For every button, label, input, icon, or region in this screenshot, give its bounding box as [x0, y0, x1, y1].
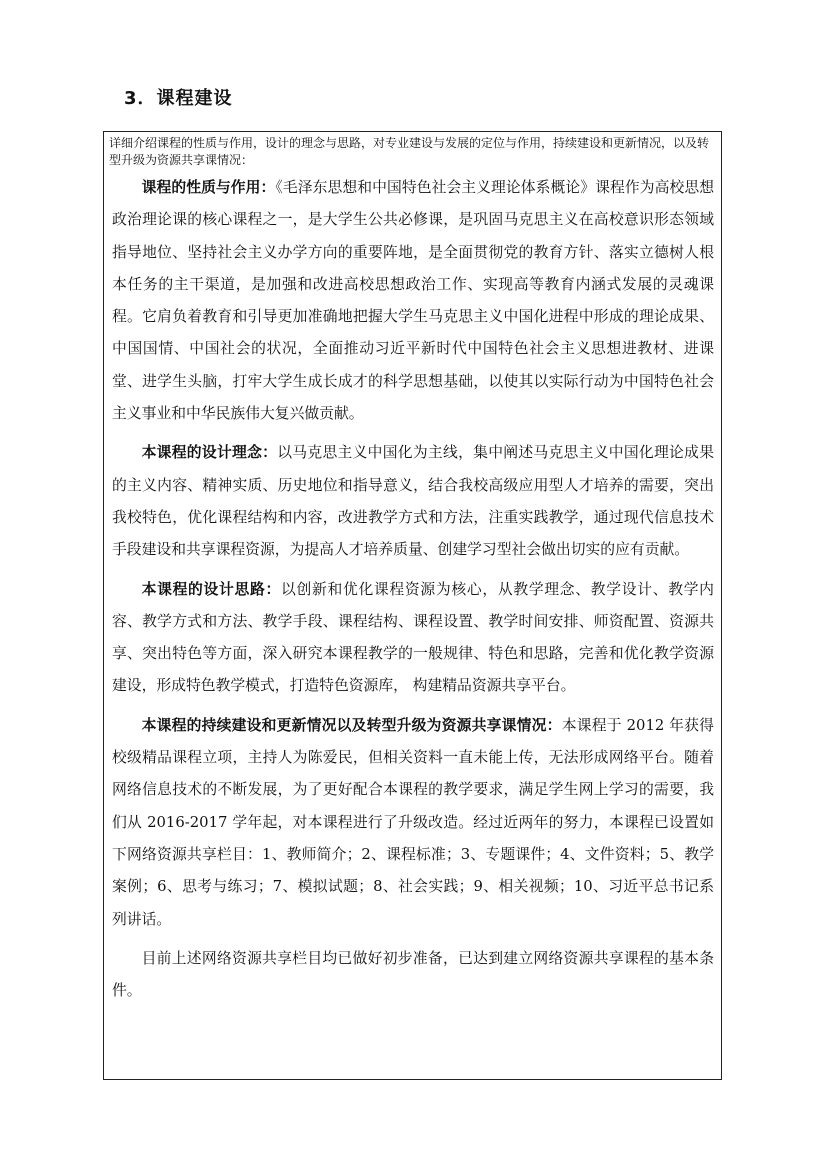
content-box — [103, 131, 722, 1080]
paragraph-lead: 本课程的持续建设和更新情况以及转型升级为资源共享课情况： — [141, 716, 562, 734]
paragraph-text: 目前上述网络资源共享栏目均已做好初步准备，已达到建立网络资源共享课程的基本条件。 — [112, 949, 714, 1000]
body-text — [112, 172, 714, 1007]
paragraph-nature-and-role — [112, 172, 714, 430]
paragraph-text: 以马克思主义中国化为主线，集中阐述马克思主义中国化理论成果的主义内容、精神实质、历史地位和指导意义，结合我校高级应用型人才培养的需要，突出我校特色，优化课程结构和内容，改进教学方式和方法，注重实践教学，通过现代信息技术手段建设和共享课程资源，为提高人才培养质量、创建学习型社会做出切实的应有贡献。 — [112, 444, 714, 559]
paragraph-text: 以创新和优化课程资源为核心，从教学理念、教学设计、教学内容、教学方式和方法、教学手段、课程结构、课程设置、教学时间安排、师资配置、资源共享、突出特色等方面，深入研究本课程教学的一般规律、特色和思路，完善和优化教学资源建设，形成特色教学模式，打造特色资源库， 构建精品资源共享平台。 — [112, 580, 714, 695]
paragraph-text: 本课程于 2012 年获得校级精品课程立项，主持人为陈爱民，但相关资料一直未能上传，无法形成网络平台。随着网络信息技术的不断发展，为了更好配合本课程的教学要求，满足学生网上学习的需要，我们从 2016-2017 学年起，对本课程进行了升级改造。经过近两年的努力，本课程已设置如下网络资源共享栏目：1、教师简介；2、课程标准；3、专题课件；4、文件资料；5、教学案例；6、思考与练习；7、模拟试题；8、社会实践；9、相关视频；10、习近平总书记系列讲话。 — [112, 716, 714, 928]
paragraph-continuous-development — [112, 710, 714, 936]
intro-instructions: 详细介绍课程的性质与作用，设计的理念与思路，对专业建设与发展的定位与作用，持续建设和更新情况，以及转型升级为资源共享课情况： — [109, 136, 710, 167]
section-heading — [124, 84, 233, 110]
section-number: 3． — [124, 88, 157, 109]
paragraph-lead: 课程的性质与作用： — [141, 179, 276, 196]
paragraph-lead: 本课程的设计思路： — [141, 580, 281, 598]
paragraph-design-concept — [112, 437, 714, 566]
paragraph-lead: 本课程的设计理念： — [141, 444, 278, 462]
paragraph-text: 《毛泽东思想和中国特色社会主义理论体系概论》课程作为高校思想政治理论课的核心课程之一，是大学生公共必修课，是巩固马克思主义在高校意识形态领域指导地位、坚持社会主义办学方向的重要阵地，是全面贯彻党的教育方针、落实立德树人根本任务的主干渠道，是加强和改进高校思想政治工作、实现高等教育内涵式发展的灵魂课程。它肩负着教育和引导更加准确地把握大学生马克思主义中国化进程中形成的理论成果、中国国情、中国社会的状况，全面推动习近平新时代中国特色社会主义思想进教材、进课堂、进学生头脑，打牢大学生成长成才的科学思想基础，以使其以实际行动为中国特色社会主义事业和中华民族伟大复兴做贡献。 — [112, 179, 714, 423]
section-title: 课程建设 — [156, 88, 233, 109]
paragraph-design-approach — [112, 574, 714, 703]
paragraph-current-status — [112, 943, 714, 1008]
